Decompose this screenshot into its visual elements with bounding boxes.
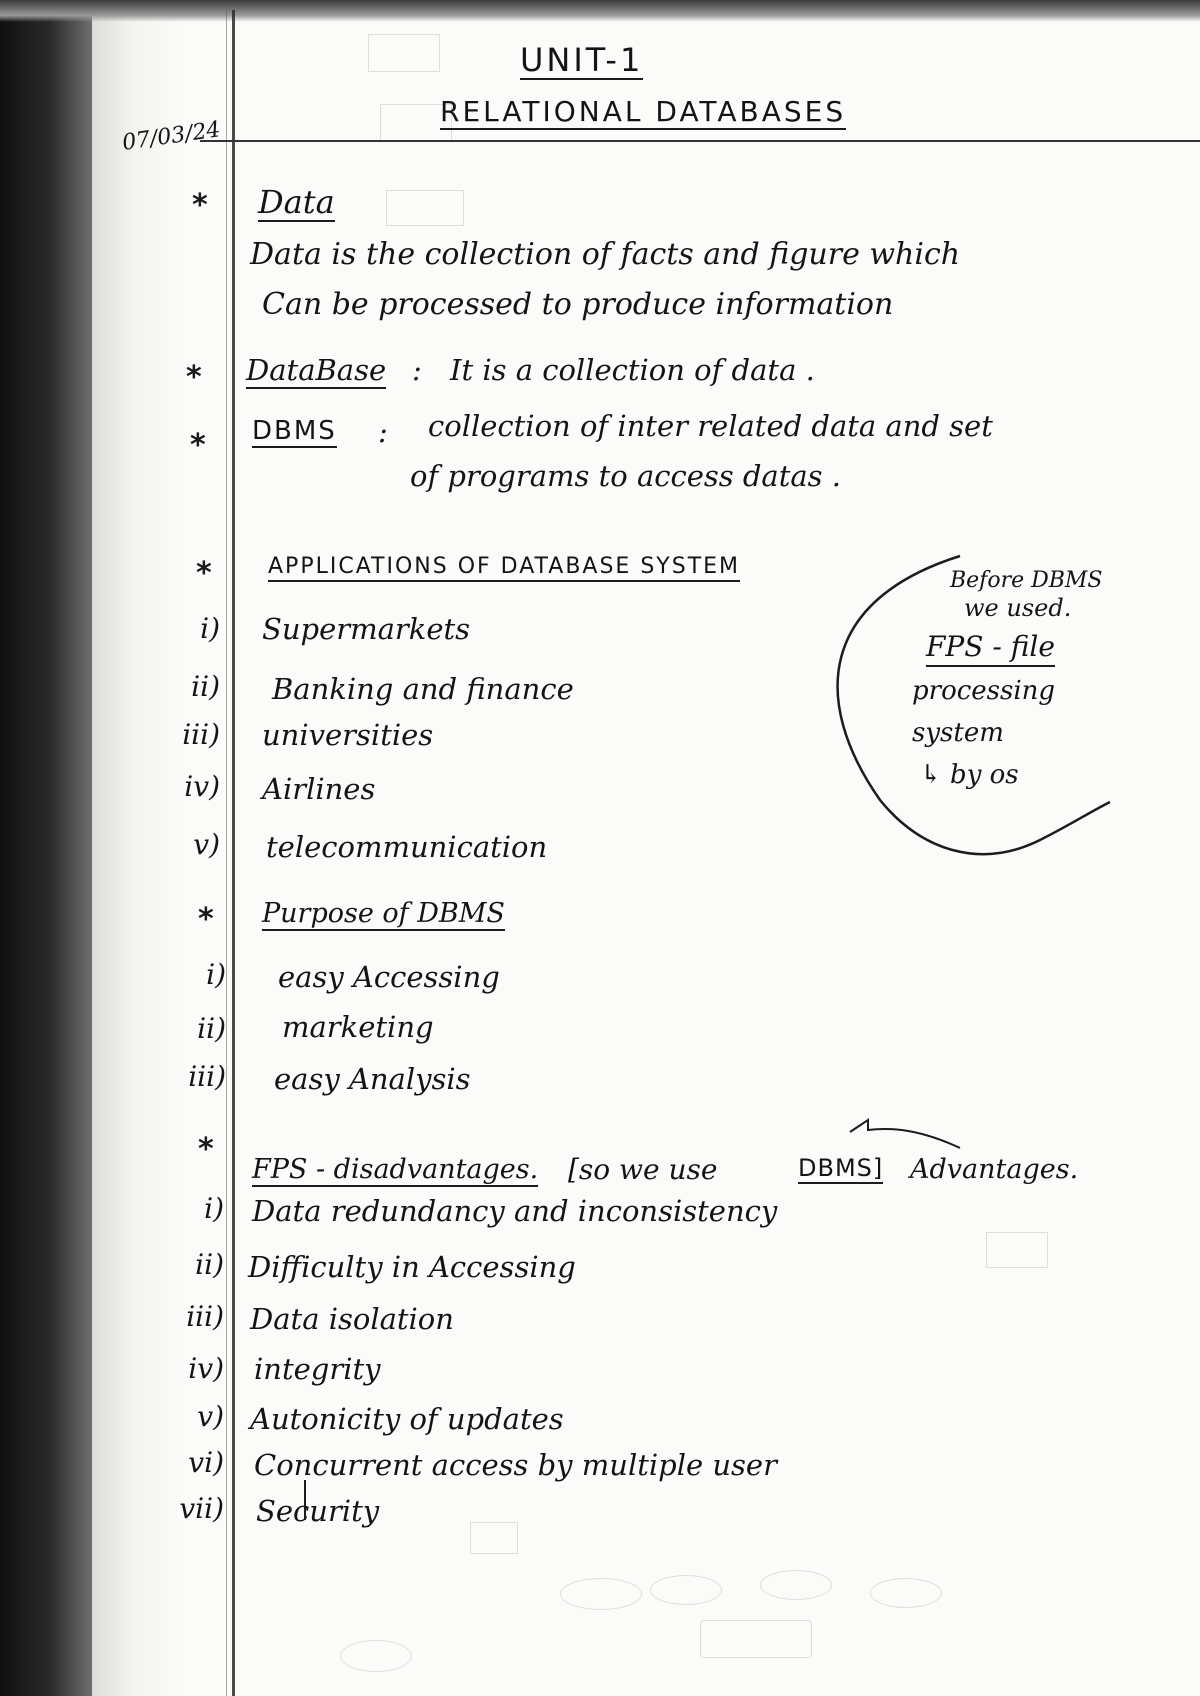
list-number: i): [206, 958, 226, 991]
list-item: marketing: [282, 1010, 434, 1044]
list-number: iii): [188, 1060, 226, 1093]
page-date: 07/03/24: [120, 117, 223, 156]
fps-heading: FPS - disadvantages.: [252, 1154, 539, 1185]
list-item: telecommunication: [266, 830, 548, 864]
list-item: Data isolation: [250, 1302, 454, 1336]
bullet-star: *: [198, 902, 214, 937]
list-item: Airlines: [262, 772, 376, 806]
bullet-star: *: [190, 428, 206, 463]
list-item: Concurrent access by multiple user: [254, 1448, 777, 1482]
list-item: Data redundancy and inconsistency: [252, 1194, 778, 1228]
side-note-line1: Before DBMS: [950, 568, 1103, 593]
unit-title: UNIT-1: [520, 41, 644, 79]
list-number: v): [193, 828, 220, 861]
list-number: i): [204, 1192, 224, 1225]
list-number: v): [197, 1400, 224, 1433]
side-note-line5: system: [912, 718, 1004, 748]
list-item: integrity: [254, 1352, 381, 1386]
fps-dbms: DBMS]: [798, 1154, 884, 1182]
purpose-heading: Purpose of DBMS: [262, 898, 505, 929]
list-item: universities: [262, 718, 434, 752]
list-item: Autonicity of updates: [250, 1402, 564, 1436]
list-number: vi): [188, 1446, 224, 1479]
list-number: iv): [184, 770, 220, 803]
database-separator: :: [412, 353, 422, 387]
list-number: ii): [195, 1248, 224, 1281]
dbms-separator: :: [378, 415, 388, 449]
fps-advantages: Advantages.: [910, 1154, 1079, 1185]
list-number: iii): [186, 1300, 224, 1333]
bullet-star: *: [196, 556, 212, 591]
side-note-line3: FPS - file: [926, 630, 1055, 667]
bullet-star: *: [192, 188, 208, 223]
data-definition-line2: Can be processed to produce information: [262, 287, 894, 322]
list-item: Supermarkets: [262, 612, 471, 646]
fps-bracket-note: [so we use: [568, 1153, 718, 1186]
list-item: Difficulty in Accessing: [248, 1250, 576, 1284]
side-note-line2: we used.: [964, 594, 1072, 622]
side-note-line4: processing: [912, 676, 1056, 706]
list-item: easy Accessing: [278, 960, 500, 994]
dbms-definition-line1: collection of inter related data and set: [428, 409, 993, 443]
list-number: ii): [197, 1012, 226, 1045]
list-number: i): [200, 612, 220, 645]
database-definition: It is a collection of data .: [450, 353, 815, 387]
list-number: iii): [182, 718, 220, 751]
list-item: Security: [256, 1494, 380, 1528]
applications-heading: APPLICATIONS OF DATABASE SYSTEM: [268, 556, 740, 582]
subject-title: RELATIONAL DATABASES: [440, 95, 847, 128]
side-note-line6: ↳ by os: [920, 760, 1019, 790]
term-database: DataBase: [246, 353, 387, 387]
list-number: ii): [191, 670, 220, 703]
term-dbms: DBMS: [252, 416, 337, 446]
bullet-star: *: [186, 360, 202, 395]
data-definition-line1: Data is the collection of facts and figure which: [250, 237, 961, 272]
term-data: Data: [258, 183, 335, 221]
list-item: Banking and finance: [272, 672, 574, 706]
bullet-star: *: [198, 1132, 214, 1167]
list-item: easy Analysis: [274, 1062, 471, 1096]
list-number: iv): [188, 1352, 224, 1385]
list-number: vii): [179, 1492, 224, 1525]
dbms-definition-line2: of programs to access datas .: [410, 459, 841, 493]
